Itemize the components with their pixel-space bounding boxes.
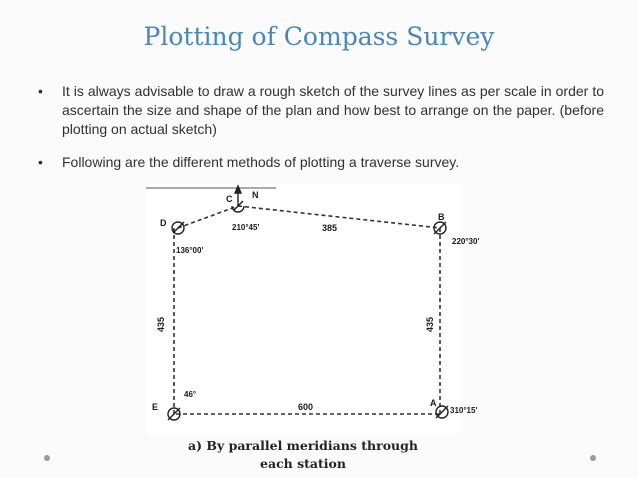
traverse-diagram: [146, 184, 480, 434]
length-ab: 435: [425, 316, 435, 332]
right-dot-icon: [590, 455, 596, 461]
length-cb: 385: [322, 223, 338, 233]
bearing-d: 136°00': [176, 246, 204, 255]
bearing-c: 210°45': [232, 223, 260, 232]
traverse-lines: [174, 206, 440, 414]
bullet-list: [38, 82, 604, 172]
length-de: 435: [156, 316, 166, 332]
bullet-dot: •: [38, 83, 43, 99]
station-c-label: C: [226, 194, 233, 204]
station-b-label: B: [438, 212, 445, 222]
station-e-label: E: [152, 402, 159, 412]
station-d-label: D: [160, 218, 167, 228]
bullet-item: [38, 153, 604, 172]
station-symbols: [168, 201, 448, 420]
bullet-text: Following are the different methods of plotting a traverse survey.: [62, 154, 460, 170]
traverse-figure: [146, 184, 480, 434]
figure-caption: [146, 437, 460, 473]
caption-line-2: each station: [260, 456, 346, 471]
station-a-label: A: [430, 398, 437, 408]
caption-line-1: a) By parallel meridians through: [188, 438, 418, 453]
slide-title: Plotting of Compass Survey: [143, 22, 495, 51]
line-dc: [178, 206, 238, 228]
bearing-a: 310°15': [450, 406, 478, 415]
bullet-item: [38, 82, 604, 139]
bullet-dot: •: [38, 154, 43, 170]
line-cb: [238, 206, 440, 228]
bearing-e: 46°: [184, 390, 197, 399]
north-label: N: [252, 190, 259, 200]
bearing-b: 220°30': [452, 237, 480, 246]
bullet-text: It is always advisable to draw a rough sketch of the survey lines as per scale in order to ascertain the size and shape of the plan and how best to arrange on the paper. (before plotting on actual sketch): [62, 83, 604, 137]
left-dot-icon: [44, 455, 50, 461]
length-ea: 600: [298, 402, 314, 412]
north-arrow-icon: [235, 186, 241, 193]
